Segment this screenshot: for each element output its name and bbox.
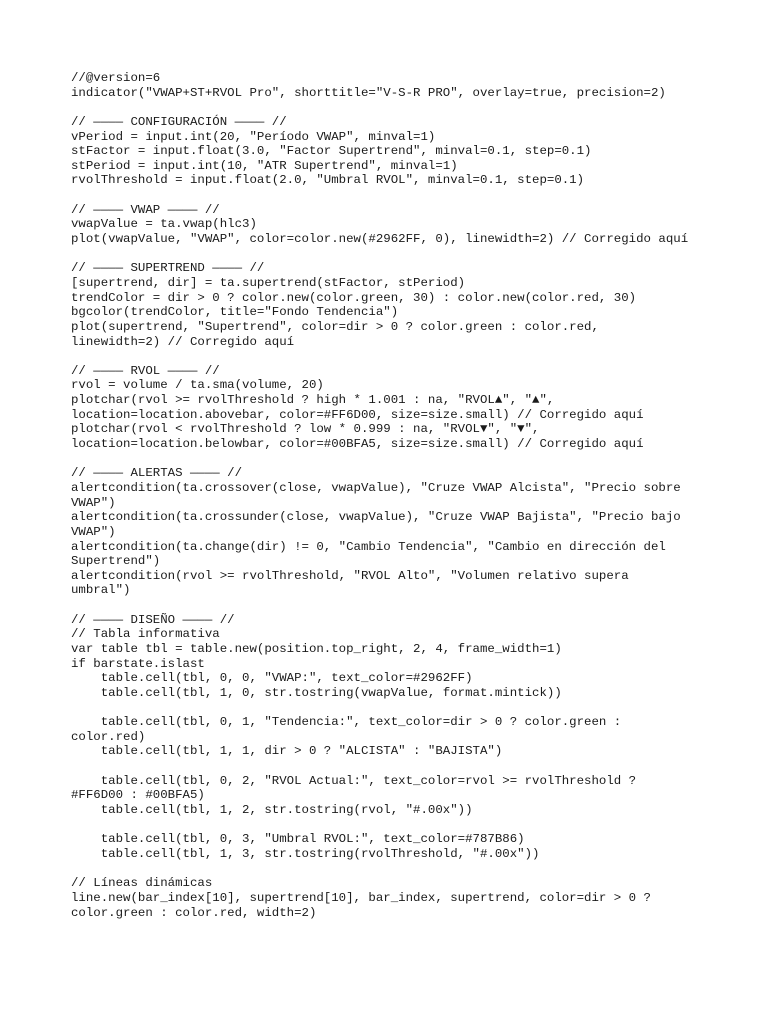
code-line <box>71 701 751 716</box>
code-line: table.cell(tbl, 1, 2, str.tostring(rvol, "#.00x")) <box>71 803 473 818</box>
code-line: // Tabla informativa <box>71 627 220 642</box>
code-line <box>71 862 751 877</box>
code-line: stFactor = input.float(3.0, "Factor Supertrend", minval=0.1, step=0.1) <box>71 144 592 159</box>
code-line: bgcolor(trendColor, title="Fondo Tendencia") <box>71 305 399 320</box>
code-line: linewidth=2) // Corregido aquí <box>71 334 295 349</box>
code-line: rvolThreshold = input.float(2.0, "Umbral RVOL", minval=0.1, step=0.1) <box>71 173 585 188</box>
code-line: table.cell(tbl, 0, 2, "RVOL Actual:", text_color=rvol >= rvolThreshold ? <box>71 773 637 788</box>
code-line: table.cell(tbl, 0, 0, "VWAP:", text_color=#2962FF) <box>71 671 473 686</box>
code-line: Supertrend") <box>71 554 161 569</box>
code-line: plotchar(rvol >= rvolThreshold ? high * 1.001 : na, "RVOL▲", "▲", <box>71 393 555 408</box>
code-line: //@version=6 <box>71 71 161 85</box>
code-line: #FF6D00 : #00BFA5) <box>71 788 205 803</box>
code-line: table.cell(tbl, 1, 1, dir > 0 ? "ALCISTA" : "BAJISTA") <box>71 744 503 759</box>
code-line <box>71 349 751 364</box>
code-line: table.cell(tbl, 1, 3, str.tostring(rvolThreshold, "#.00x")) <box>71 846 540 861</box>
code-line: VWAP") <box>71 495 116 510</box>
code-line: table.cell(tbl, 0, 1, "Tendencia:", text_color=dir > 0 ? color.green : <box>71 715 622 730</box>
code-line: alertcondition(ta.change(dir) != 0, "Cambio Tendencia", "Cambio en dirección del <box>71 539 666 554</box>
code-line <box>71 247 751 262</box>
code-line: plotchar(rvol < rvolThreshold ? low * 0.999 : na, "RVOL▼", "▼", <box>71 422 540 437</box>
code-line: // ———— SUPERTREND ———— // <box>71 261 265 276</box>
code-listing <box>71 71 751 920</box>
code-line: // ———— ALERTAS ———— // <box>71 466 243 481</box>
code-line: if barstate.islast <box>71 656 205 671</box>
code-line: umbral") <box>71 583 131 598</box>
code-line: // ———— DISEÑO ———— // <box>71 612 235 627</box>
code-line: location=location.belowbar, color=#00BFA5, size=size.small) // Corregido aquí <box>71 437 644 452</box>
code-line: // ———— RVOL ———— // <box>71 363 220 378</box>
code-line <box>71 818 751 833</box>
code-line: color.green : color.red, width=2) <box>71 905 317 920</box>
code-line: var table tbl = table.new(position.top_right, 2, 4, frame_width=1) <box>71 641 562 656</box>
code-line: plot(vwapValue, "VWAP", color=color.new(#2962FF, 0), linewidth=2) // Corregido aquí <box>71 232 689 247</box>
code-line: // ———— VWAP ———— // <box>71 202 220 217</box>
code-line <box>71 598 751 613</box>
code-line: indicator("VWAP+ST+RVOL Pro", shorttitle="V-S-R PRO", overlay=true, precision=2) <box>71 85 666 100</box>
code-line: trendColor = dir > 0 ? color.new(color.green, 30) : color.new(color.red, 30) <box>71 290 637 305</box>
code-line: alertcondition(rvol >= rvolThreshold, "RVOL Alto", "Volumen relativo supera <box>71 568 629 583</box>
code-line: location=location.abovebar, color=#FF6D00, size=size.small) // Corregido aquí <box>71 407 644 422</box>
code-line: [supertrend, dir] = ta.supertrend(stFactor, stPeriod) <box>71 275 466 290</box>
code-line: table.cell(tbl, 1, 0, str.tostring(vwapValue, format.mintick)) <box>71 685 562 700</box>
code-line: stPeriod = input.int(10, "ATR Supertrend", minval=1) <box>71 158 458 173</box>
code-line: alertcondition(ta.crossover(close, vwapValue), "Cruze VWAP Alcista", "Precio sobre <box>71 480 681 495</box>
code-line: table.cell(tbl, 0, 3, "Umbral RVOL:", text_color=#787B86) <box>71 832 525 847</box>
code-line: vwapValue = ta.vwap(hlc3) <box>71 217 257 232</box>
code-line: VWAP") <box>71 524 116 539</box>
code-line <box>71 188 751 203</box>
code-line <box>71 759 751 774</box>
code-line: rvol = volume / ta.sma(volume, 20) <box>71 378 324 393</box>
code-line <box>71 100 751 115</box>
code-line: plot(supertrend, "Supertrend", color=dir > 0 ? color.green : color.red, <box>71 319 599 334</box>
code-line: color.red) <box>71 729 146 744</box>
code-line: alertcondition(ta.crossunder(close, vwapValue), "Cruze VWAP Bajista", "Precio bajo <box>71 510 681 525</box>
code-line: line.new(bar_index[10], supertrend[10], bar_index, supertrend, color=dir > 0 ? <box>71 890 651 905</box>
code-line <box>71 452 751 467</box>
code-line: vPeriod = input.int(20, "Período VWAP", minval=1) <box>71 129 436 144</box>
code-line: // Líneas dinámicas <box>71 876 213 891</box>
code-line: // ———— CONFIGURACIÓN ———— // <box>71 114 287 129</box>
